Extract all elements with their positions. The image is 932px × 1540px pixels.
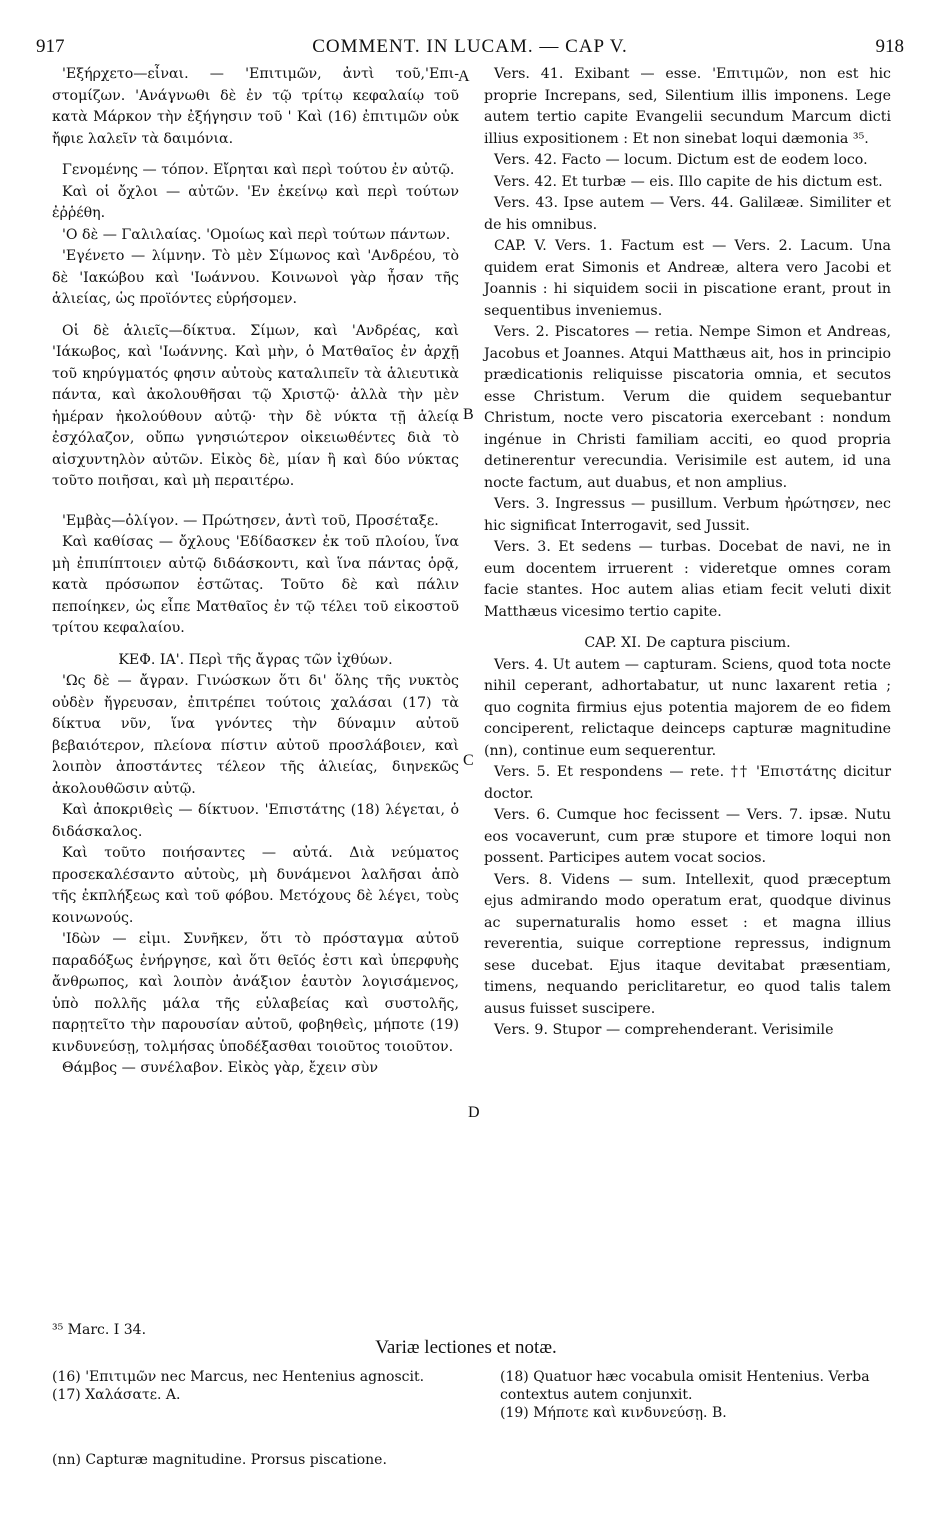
variae-left [52,1368,462,1404]
latin-paragraph: Vers. 42. Facto — locum. Dictum est de eodem loco. [494,152,868,168]
greek-column [52,64,459,1080]
latin-paragraph: Vers. 9. Stupor — comprehenderant. Verisimile [494,1022,834,1038]
greek-paragraph: Καὶ οἱ ὄχλοι — αὐτῶν. 'Εν ἐκείνῳ καὶ περὶ τούτων ἐῤῥέθη. [52,183,459,221]
latin-paragraph: Vers. 43. Ipse autem — Vers. 44. Galilææ. Similiter et de his omnibus. [484,195,891,233]
page-number-right: 918 [875,36,904,57]
greek-paragraph: Γενομένης — τόπον. Εἴρηται καὶ περὶ τούτου ἐν αὐτῷ. [62,162,455,178]
greek-paragraph: 'Εγένετο — λίμνην. Τὸ μὲν Σίμωνος καὶ 'Ανδρέου, τὸ δὲ 'Ιακώβου καὶ 'Ιωάννου. Κοινωνοὶ γὰρ ἦσαν τῆς ἁλιείας, ὡς προϊόντες εὑρήσομεν. [52,248,459,307]
chapter-heading-greek: ΚΕΦ. ΙΑ'. Περὶ τῆς ἄγρας τῶν ἰχθύων. [118,651,393,668]
margin-letter-d: D [468,1104,480,1121]
latin-paragraph: Vers. 6. Cumque hoc fecissent — Vers. 7. ipsæ. Nutu eos vocaverunt, cum præ stupore et timore loqui non possent. Participes autem vocat socios. [484,807,891,866]
margin-letter-a: A [458,68,470,85]
latin-paragraph: Vers. 4. Ut autem — capturam. Sciens, quod tota nocte nihil ceperant, adhortabatur, ut nunc laxarent retia ; quo cognita firmius ejus potentia majorem de eo fidem conciperent, relictaque deinceps capturæ magnitudine (nn), continue eum sequerentur. [484,656,891,759]
variant-note: (19) Μήποτε καὶ κινδυνεύσῃ. B. [500,1405,727,1421]
variant-note: (16) 'Επιτιμῶν nec Marcus, nec Hentenius agnoscit. [52,1369,425,1385]
latin-paragraph: Vers. 3. Et sedens — turbas. Docebat de navi, ne in eum docentem irruerent : videretque omnes coram facie stantes. Hoc autem alias etiam fecit veluti dixit Matthæus vicesimo tertio capite. [484,539,891,620]
margin-letter-c: C [463,752,474,769]
greek-paragraph: Καὶ καθίσας — ὄχλους 'Εδίδασκεν ἐκ τοῦ πλοίου, ἵνα μὴ ἐπιπίπτοιεν αὐτῷ διδάσκοντι, καὶ ἵνα πάντας ὁρᾷ, κατὰ πρόσωπον ἑστῶτας. Τοῦτο δὲ καὶ πάλιν πεποίηκεν, ὡς εἶπε Ματθαῖος ἐν τῷ τέλει τοῦ εἰκοστοῦ τρίτου κεφαλαίου. [52,534,459,636]
greek-paragraph: 'Ιδὼν — εἰμι. Συνῆκεν, ὅτι τὸ πρόσταγμα αὐτοῦ παραδόξως ἐνήργησε, καὶ ὅτι θεῖός ἐστι καὶ ὑπερφυὴς ἄνθρωπος, καὶ λοιπὸν ἀνάξιον ἑαυτὸν λογισάμενος, ὑπὸ πολλῆς μάλα τῆς εὐλαβείας καὶ συστολῆς, παρῃτεῖτο τὴν παρουσίαν αὐτοῦ, φοβηθεὶς, μήποτε (19) κινδυνεύσῃ, τολμήσας ὑποδέξασθαι τοιοῦτος τοιοῦτον. [52,931,459,1055]
greek-paragraph: Καὶ ἀποκριθεὶς — δίκτυον. 'Επιστάτης (18) λέγεται, ὁ διδάσκαλος. [52,802,459,840]
variae-title: Variæ lectiones et notæ. [375,1337,557,1358]
greek-paragraph: 'Εξήρχετο—εἶναι. — 'Επιτιμῶν, ἀντὶ τοῦ,'Επι-στομίζων. 'Ανάγνωθι δὲ ἐν τῷ τρίτῳ κεφαλαίῳ τοῦ κατὰ Μάρκον τὴν ἐξήγησιν τοῦ ' Καὶ (16) ἐπιτιμῶν οὐκ ἤφιε λαλεῖν τὰ δαιμόνια. [52,66,459,147]
greek-paragraph: 'Ο δὲ — Γαλιλαίας. 'Ομοίως καὶ περὶ τούτων πάντων. [62,226,451,243]
page-number-left: 917 [36,36,65,57]
running-header [36,36,904,60]
latin-paragraph: Vers. 3. Ingressus — pusillum. Verbum ἠρώτησεν, nec hic significat Interrogavit, sed Jussit. [484,496,891,534]
latin-column [484,64,891,1042]
footnote: ³⁵ Marc. I 34. [52,1322,147,1338]
editor-note: (nn) Capturæ magnitudine. Prorsus piscatione. [52,1452,387,1468]
greek-paragraph: Καὶ τοῦτο ποιήσαντες — αὐτά. Διὰ νεύματος προσεκαλέσαντο αὐτοὺς, μὴ δυνάμενοι λαλῆσαι ἀπὸ τῆς ἐκπλήξεως καὶ τοῦ φόβου. Μετόχους δὲ λέγει, τοὺς κοινωνούς. [52,845,459,926]
running-title: COMMENT. IN LUCAM. — CAP V. [312,36,628,57]
greek-paragraph: 'Ως δὲ — ἄγραν. Γινώσκων ὅτι δι' ὅλης τῆς νυκτὸς οὐδὲν ἤγρευσαν, ἐπιτρέπει τούτοις χαλάσαι (17) τὰ δίκτυα νῦν, ἵνα γνόντες τὴν δύναμιν αὐτοῦ βεβαιότερον, πλείονα πίστιν αὐτοῦ προσλάβοιεν, καὶ λοιπὸν ἀποστάντες τέλεον τῆς ἁλιείας, διηνεκῶς ἀκολουθῶσιν αὐτῷ. [52,673,459,797]
greek-paragraph: 'Εμβὰς—ὀλίγον. — Πρώτησεν, ἀντὶ τοῦ, Προσέταξε. [62,512,439,529]
variant-note: (17) Χαλάσατε. A. [52,1387,181,1403]
greek-paragraph: Οἱ δὲ ἁλιεῖς—δίκτυα. Σίμων, καὶ 'Ανδρέας, καὶ 'Ιάκωβος, καὶ 'Ιωάννης. Καὶ μὴν, ὁ Ματθαῖος ἐν ἀρχῇ τοῦ κηρύγματός φησιν αὐτοὺς καταλιπεῖν τὰ ἁλιευτικὰ πάντα, καὶ ἀκολουθῆσαι τῷ Χριστῷ· ἀλλὰ τὴν μὲν ἡμέραν ἠκολούθουν αὐτῷ· τὴν δὲ νύκτα τῇ ἁλείᾳ ἐσχόλαζον, οὔπω γνησιώτερον οἰκειωθέντες διὰ τὸ αἰσχυντηλὸν αὐτῶν. Εἰκὸς δὲ, μίαν ἢ καὶ δύο νύκτας τοῦτο ποιῆσαι, καὶ μὴ περαιτέρω. [52,322,459,489]
variae-right [500,1368,905,1422]
latin-paragraph: Vers. 8. Videns — sum. Intellexit, quod præceptum ejus admirando modo operatum erat, quodque divinus ac supernaturalis homo esset : et magna illius reverentia, suique correptione repressus, indignum sese ducebat. Ejus itaque devitabat præsentiam, timens, nequando periclitaretur, eo quod talis talem ausus fuisset suscipere. [484,871,891,1017]
latin-paragraph: Vers. 5. Et respondens — rete. †† 'Επιστάτης dicitur doctor. [484,764,891,802]
latin-paragraph: CAP. V. Vers. 1. Factum est — Vers. 2. Lacum. Una quidem erat Simonis et Andreæ, altera vero Jacobi et Joannis : hi siquidem socii in piscatione erant, prout in sequentibus inveniemus. [484,238,891,319]
chapter-heading-latin: CAP. XI. De captura piscium. [584,635,791,651]
variant-note: (18) Quatuor hæc vocabula omisit Hentenius. Verba contextus autem conjunxit. [500,1369,870,1403]
greek-paragraph: Θάμβος — συνέλαβον. Εἰκὸς γὰρ, ἔχειν σὺν [62,1060,378,1076]
latin-paragraph: Vers. 42. Et turbæ — eis. Illo capite de his dictum est. [494,173,883,190]
latin-paragraph: Vers. 2. Piscatores — retia. Nempe Simon et Andreas, Jacobus et Joannes. Atqui Matthæus ait, hos in principio prædicationis reliquisse piscatoria omnia, et secutos esse Christum. Verum die quidem sequebantur Christum, nocte vero piscatoria exercebant : nondum ingénue in Christi familiam acciti, eo quod propria detinerentur verecundia. Verisimile est autem, id una nocte factum, aut duabus, et non amplius. [484,324,891,491]
latin-paragraph: Vers. 41. Exibant — esse. 'Επιτιμῶν, non est hic proprie Increpans, sed, Silentium illis imponens. Lege autem tertio capite Evangelii secundum Marcum dicti illius expositionem : Et non sinebat loqui dæmonia ³⁵. [484,66,891,147]
margin-letter-b: B [463,406,474,423]
